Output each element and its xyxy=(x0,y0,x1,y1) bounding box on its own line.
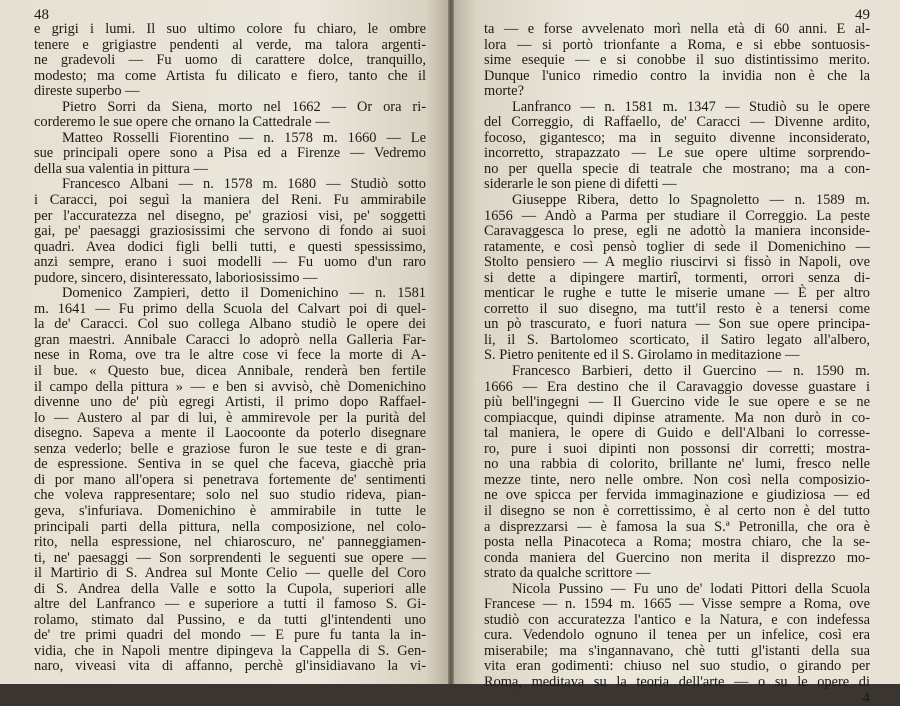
text-line: corderemo le sue opere che ornano la Cattedrale — xyxy=(34,114,330,131)
text-line: un pò trascurato, e fuori natura — Son sue opere principa- xyxy=(484,316,870,333)
text-line: disegno. Sapeva a mente il Laocoonte da poterlo disegnare xyxy=(34,425,426,442)
text-line: focoso, gigantesco; ma in seguito divenne inconsiderato, xyxy=(484,129,870,146)
text-line: vidia, che in Napoli mentre dipingeva la Cappella di S. Gen- xyxy=(34,642,426,659)
text-line: Nicola Pussino — Fu uno de' lodati Pittori della Scuola xyxy=(512,580,870,597)
text-line: 1666 — Era destino che il Caravaggio dovesse guastare i xyxy=(484,378,870,395)
text-line: tenere e grigiastre pendenti al verde, ma talora argenti- xyxy=(34,36,426,53)
text-line: Francesco Barbieri, detto il Guercino — n. 1590 m. xyxy=(512,363,870,380)
text-line: principali parti della pittura, nella composizione, nel colo- xyxy=(34,518,426,535)
text-line: Pietro Sorri da Siena, morto nel 1662 — Or ora ri- xyxy=(62,98,426,115)
text-line: S. Pietro penitente ed il S. Girolamo in meditazione — xyxy=(484,347,800,364)
text-line: ro, pure i suoi dipinti non possonsi dir corretti; mostra- xyxy=(484,440,870,457)
text-line: divenne uno de' più egregi Artisti, il primo dopo Raffael- xyxy=(34,394,426,411)
text-line: no per quella specie di teatrale che mostrano; ma a con- xyxy=(484,160,870,177)
text-line: cura. Vedendolo ognuno il tenea per un infelice, così era xyxy=(484,627,870,644)
text-line: di S. Andrea della Valle e sotto la Cupola, superiori alle xyxy=(34,580,426,597)
text-line: gai, pe' paesaggi graziosissimi che servono di fondo ai suoi xyxy=(34,223,426,240)
text-line: morte? xyxy=(484,83,524,100)
text-line: che voleva rappresentare; solo nel suo studio rideva, pian- xyxy=(34,487,426,504)
text-line: ratamente, e così pensò toglier di sede il Domenichino — xyxy=(484,238,870,255)
text-line: lora — si portò trionfante a Roma, e si ebbe sontuosis- xyxy=(484,36,870,53)
text-line: lo — Austero al par di lui, è ammirevole per la purità del xyxy=(34,409,426,426)
text-line: Domenico Zampieri, detto il Domenichino — n. 1581 xyxy=(62,285,426,302)
text-line: conda maniera del Guercino non merita il disprezzo mo- xyxy=(484,549,870,566)
text-line: Caravaggesca lo prese, egli ne adottò la maniera inconside- xyxy=(484,223,870,240)
text-line: gran maestri. Annibale Caracci lo adoprò nella Galleria Far- xyxy=(34,331,426,348)
text-line: altre del Lanfranco — e superiore a tutti il famoso S. Gi- xyxy=(34,596,426,613)
text-line: il Martirio di S. Andrea sul Monte Celio — quelle del Coro xyxy=(34,565,426,582)
text-line: miserabile; ma s'ingannavano, chè tutti gl'istanti della sua xyxy=(484,642,870,659)
right-page xyxy=(454,0,900,706)
text-line: i Caracci, poi seguì la maniera del Reni. Fu ammirabile xyxy=(34,192,426,209)
text-line: Francese — n. 1594 m. 1665 — Visse sempre a Roma, ove xyxy=(484,596,870,613)
text-line: Stolto pensiero — A meglio riuscirvi si fissò in Napoli, ove xyxy=(484,254,870,271)
text-line: anzi sempre, erano i suoi modelli — Fu uomo d'un raro xyxy=(34,254,426,271)
text-line: corretto il suo disegno, ma tutt'il resto è a tenersi come xyxy=(484,300,870,317)
text-line: ne ove spicca per fervida immaginazione e giudiziosa — ed xyxy=(484,487,870,504)
text-line: mezze tinte, nero nelle ombre. Non così nella composizio- xyxy=(484,471,870,488)
text-line: Matteo Rosselli Fiorentino — n. 1578 m. 1660 — Le xyxy=(62,129,426,146)
text-line: di por mano all'opera si penetrava fortemente de' sentimenti xyxy=(34,471,426,488)
text-line: vita eran godimenti: chiuso nel suo studio, o girando per xyxy=(484,658,870,675)
text-line: naro, viveasi vita di affanno, perchè gl'insidiavano la vi- xyxy=(34,658,426,675)
text-line: de' tre primi quadri del mondo — E pure fu tanta la in- xyxy=(34,627,426,644)
text-line: rito, nella espressione, nel chiaroscuro, ne' panneggiamen- xyxy=(34,534,426,551)
text-line: si dette a dipingere martirî, tormenti, orrori senza di- xyxy=(484,269,870,286)
text-line: del Correggio, di Raffaello, de' Caracci — Divenne ardito, xyxy=(484,114,870,131)
text-line: 1656 — Andò a Parma per studiare il Correggio. La peste xyxy=(484,207,870,224)
page-text xyxy=(484,22,870,691)
text-line: m. 1641 — Fu primo della Scuola del Calvart poi di quel- xyxy=(34,300,426,317)
text-line: de espressione. Sentiva in se quel che faceva, giacchè pria xyxy=(34,456,426,473)
text-line: posta nella Pinacoteca a Roma; mostra chiaro, che la se- xyxy=(484,534,870,551)
text-line: rolamo, stimato dal Pussino, e da tutti gl'intendenti uno xyxy=(34,611,426,628)
text-line: il disegno se non è correttissimo, è al certo non è del tutto xyxy=(484,502,870,519)
text-line: ne gradevoli — Fu uomo di carattere dolce, tranquillo, xyxy=(34,52,426,69)
text-line: Francesco Albani — n. 1578 m. 1680 — Studiò sotto xyxy=(62,176,426,193)
text-line: incorretto, strapazzato — Le sue opere ultime sorprendo- xyxy=(484,145,870,162)
text-line: quadri. Avea dodici figli belli tutti, e questi spessissimo, xyxy=(34,238,426,255)
page-number: 49 xyxy=(855,7,870,23)
text-line: Dunque l'unico rimedio contro la invidia non è che la xyxy=(484,67,870,84)
text-line: sue principali opere sono a Pisa ed a Firenze — Vedremo xyxy=(34,145,426,162)
text-line: e grigi i lumi. Il suo ultimo colore fu chiaro, le ombre xyxy=(34,21,426,37)
page-number: 48 xyxy=(34,7,49,23)
text-line: ti, ne' paesaggi — Son sorprendenti le seguenti sue opere — xyxy=(34,549,426,566)
text-line: la de' Caracci. Col suo collega Albano studiò le opere dei xyxy=(34,316,426,333)
text-line: strato da qualche scrittore — xyxy=(484,565,651,582)
text-line: più bell'ingegni — Il Guercino vide le sue opere e se ne xyxy=(484,394,870,411)
text-line: geva, s'infuriava. Domenichino è ammirabile in tutte le xyxy=(34,502,426,519)
text-line: ta — e forse avvelenato morì nella età di 60 anni. E al- xyxy=(484,21,870,37)
text-line: sime esequie — e si conobbe il suo distintissimo merito. xyxy=(484,52,870,69)
text-line: Roma, meditava su la teoria dell'arte — o su le opere di xyxy=(484,673,870,690)
text-line: senza vederlo; belle e graziose furon le sue teste e di gran- xyxy=(34,440,426,457)
text-line: tal maniera, le opere di Guido e dell'Albani lo corresse- xyxy=(484,425,870,442)
text-line: Lanfranco — n. 1581 m. 1347 — Studiò su le opere xyxy=(512,98,870,115)
text-line: il bue. « Questo bue, dicea Annibale, renderà ben fertile xyxy=(34,363,426,380)
text-line: nese in Roma, ove tra le altre cose vi fece la morte di A- xyxy=(34,347,426,364)
text-line: direste superbo — xyxy=(34,83,140,100)
text-line: a disprezzarsi — è famosa la sua S.ª Petronilla, che ora è xyxy=(484,518,870,535)
text-line: Giuseppe Ribera, detto lo Spagnoletto — n. 1589 m. xyxy=(512,192,870,209)
text-line: per l'accuratezza nel disegno, pe' graziosi visi, pe' soggetti xyxy=(34,207,426,224)
text-line: studiò con accuratezza l'antico e la Natura, e con indefessa xyxy=(484,611,870,628)
text-line: compiacque, quindi dipinse atramente. Ma non durò in co- xyxy=(484,409,870,426)
text-line: della sua valentia in pittura — xyxy=(34,160,208,177)
signature-mark: 4 xyxy=(862,689,870,706)
text-line: menticar le rughe e tutte le miserie umane — È per altro xyxy=(484,285,870,302)
text-line: modesto; ma come Artista fu dilicato e fiero, tanto che il xyxy=(34,67,426,84)
text-line: il campo della pittura » — e ben si avvisò, chè Domenichino xyxy=(34,378,426,395)
left-page xyxy=(0,0,448,684)
text-line: li, il S. Bartolomeo scorticato, il Satiro legato all'albero, xyxy=(484,331,870,348)
text-line: siderarle le son piene di difetti — xyxy=(484,176,677,193)
text-line: no una rabbia di colorito, brillante ne' lumi, fresco nelle xyxy=(484,456,870,473)
text-line: pudore, sincero, disinteressato, laboriosissimo — xyxy=(34,269,318,286)
page-text xyxy=(34,22,426,675)
